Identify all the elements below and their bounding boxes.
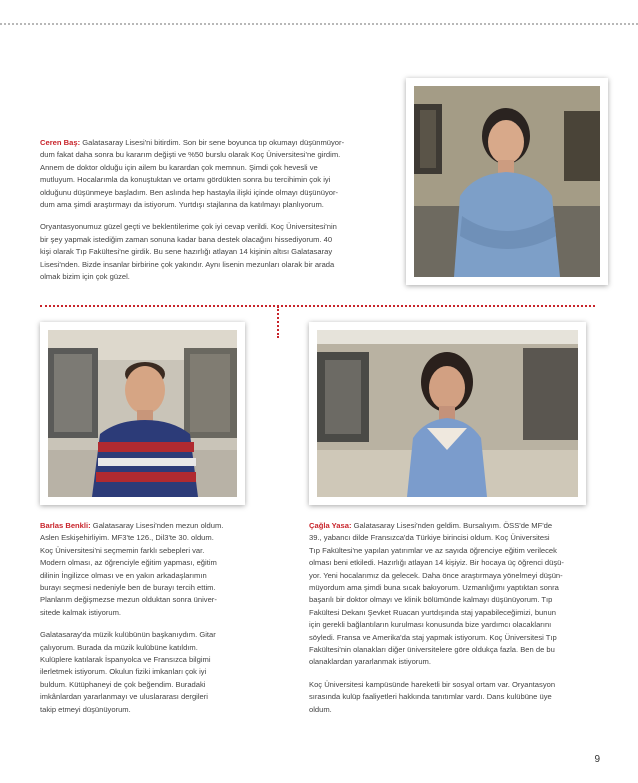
- column-divider: [277, 306, 279, 338]
- barlas-paragraph-2: [40, 629, 268, 716]
- text-line: imkânlardan yararlanmayı ve uluslararası dergileri: [40, 692, 208, 702]
- text-line: Galatasaray Lisesi'nden geldim. Bursalıyım. ÖSS'de MF'de: [353, 521, 553, 530]
- barlas-paragraph-1: [40, 520, 268, 619]
- text-line: Lisesi'nden. Bizde insanlar birbirine çok yakındır. Aynı lisenin mezunları olarak bir arada: [40, 259, 335, 269]
- text-line: Aslen Eskişehirliyim. MF3'te 126., Dil3'te 30. oldum.: [40, 533, 214, 543]
- cagla-paragraph-1: [309, 520, 599, 669]
- text-line: sırasında kulüp faaliyetleri hakkında tanıtımlar vardı. Dans kulübüne üye: [309, 692, 552, 702]
- text-line: Kulüplere katılarak İspanyolca ve Fransızca bilgimi: [40, 655, 211, 665]
- text-line: olduğunu düşünmeye başladım. Ben aslında hep hastayla ilişki içinde olmayı düşünüyor-: [40, 187, 339, 197]
- text-line: Koç Üniversitesi kampüsünde hareketli bir sosyal ortam var. Oryantasyon: [309, 679, 556, 689]
- text-line: Galatasaray'da müzik kulübünün başkanıydım. Gitar: [40, 630, 216, 640]
- text-line: Koç Üniversitesi'ni seçmemin farklı sebepleri var.: [40, 545, 205, 555]
- top-divider: [0, 23, 638, 25]
- text-line: Fakültesi'nin olanakları diğer üniversitelere göre oldukça fazla. Ben de bu: [309, 645, 555, 655]
- text-line: müyordum ama şimdi buna sıcak bakıyorum. Uzmanlığımı yaptıktan sonra: [309, 583, 559, 593]
- cagla-text: [309, 520, 599, 726]
- ceren-paragraph-2: [40, 221, 400, 283]
- text-line: Modern olması, az öğrenciyle eğitim yapması, eğitim: [40, 558, 217, 568]
- ceren-paragraph-1: [40, 137, 400, 211]
- cagla-name: Çağla Yasa:: [309, 521, 352, 530]
- text-line: yor. Yeni hocalarımız da gelecek. Daha önce araştırmaya yönelmeyi düşün-: [309, 570, 563, 580]
- page-number: 9: [594, 754, 600, 765]
- text-line: burayı seçmesi nedeniyle ben de burayı tercih ettim.: [40, 583, 216, 593]
- cagla-paragraph-2: [309, 679, 599, 716]
- barlas-text: [40, 520, 268, 726]
- barlas-name: Barlas Benkli:: [40, 521, 91, 530]
- text-line: olması beni etkiledi. Hazırlığı atlayan 14 kişiyiz. Bir hocaya üç öğrenci düşü-: [309, 558, 564, 568]
- text-line: 39., yabancı dilde Fransızca'da Türkiye birincisi oldum. Koç Üniversitesi: [309, 533, 550, 543]
- cagla-photo: [309, 322, 586, 505]
- text-line: sitede kalmak istiyorum.: [40, 607, 122, 617]
- text-line: bir şey yapmak istediğim zaman sonuna kadar bana destek olacağını hissediyorum. 40: [40, 234, 333, 244]
- text-line: Annem de doktor olduğu için ailem bu karardan çok memnun. Şimdi çok hevesli ve: [40, 162, 318, 172]
- ceren-photo: [406, 78, 608, 285]
- text-line: olmak bizim için çok güzel.: [40, 272, 130, 282]
- text-line: için gerekli bağlantıların kurulması konusunda bize yardımcı olacaklarını: [309, 620, 552, 630]
- text-line: buldum. Kütüphaneyi de çok beğendim. Buradaki: [40, 679, 206, 689]
- text-line: mutluyum. Hocalarımla da konuştuktan ve ortamı gördükten sonra bu tercihimin çok iyi: [40, 175, 331, 185]
- text-line: kişi olarak Tıp Fakültesi'ne girdik. Bu sene hazırlığı atlayan 14 kişinin altısı Galatasaray: [40, 247, 333, 257]
- text-line: başarılı bir doktor olmayı ve klinik bölümünde kalmayı düşünüyorum. Tıp: [309, 595, 553, 605]
- section-divider: [40, 305, 595, 307]
- text-line: Fakültesi Dekanı Şevket Ruacan yurtdışında staj yapabileceğimizi, bunun: [309, 607, 556, 617]
- ceren-text: [40, 137, 400, 293]
- text-line: Planlarım değişmezse mezun olduktan sonra üniver-: [40, 595, 217, 605]
- text-line: ilerletmek istiyorum. Okulun fiziki imkanları çok iyi: [40, 667, 207, 677]
- text-line: olanaklardan yararlanmak istiyorum.: [309, 657, 431, 667]
- text-line: dum ama şimdi araştırmayı da istiyorum. Yurtdışı stajlarına da katılmayı planlıyorum.: [40, 200, 324, 210]
- text-line: takip etmeyi düşünüyorum.: [40, 704, 131, 714]
- text-line: Tıp Fakültesi'ne yapılan yatırımlar ve az sayıda öğrenciye eğitim verilecek: [309, 545, 557, 555]
- text-line: oldum.: [309, 704, 332, 714]
- text-line: dilinin İngilizce olması ve en yakın arkadaşlarımın: [40, 570, 207, 580]
- text-line: Galatasaray Lisesi'ni bitirdim. Son bir sene boyunca tıp okumayı düşünmüyor-: [82, 138, 345, 147]
- barlas-photo: [40, 322, 245, 505]
- ceren-name: Ceren Baş:: [40, 138, 81, 147]
- text-line: dum fakat daha sonra bu kararım değişti ve %50 burslu olarak Koç Üniversitesi'ne girdim.: [40, 150, 341, 160]
- text-line: çalıyorum. Burada da müzik kulübüne katıldım.: [40, 642, 198, 652]
- text-line: söyledi. Fransa ve Amerika'da staj yapmak istiyorum. Koç Üniversitesi Tıp: [309, 632, 557, 642]
- text-line: Galatasaray Lisesi'nden mezun oldum.: [92, 521, 224, 530]
- text-line: Oryantasyonumuz güzel geçti ve beklentilerime çok iyi cevap verildi. Koç Üniversitesi'nin: [40, 222, 337, 232]
